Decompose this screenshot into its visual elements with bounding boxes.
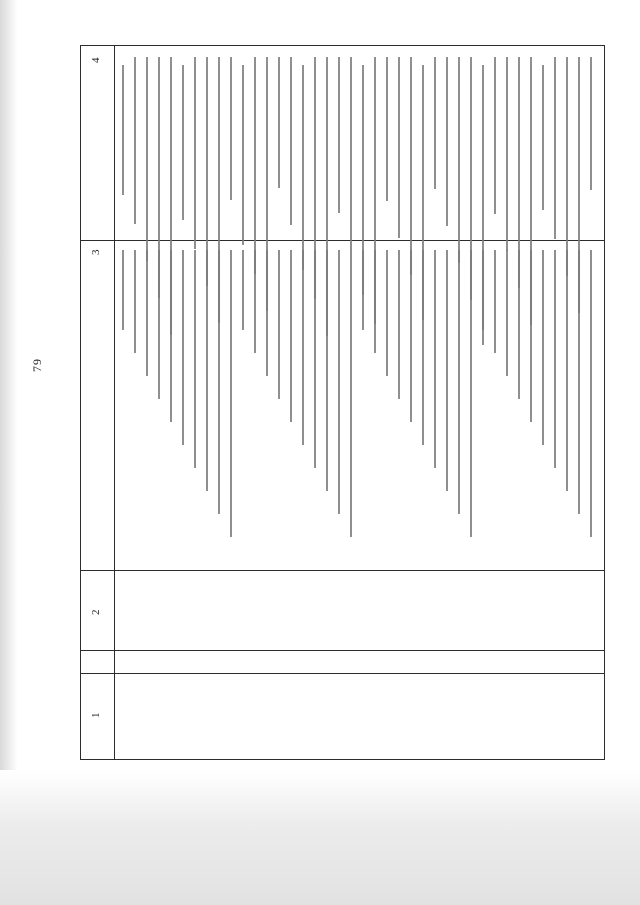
text-line	[422, 250, 424, 445]
text-line	[554, 57, 556, 239]
text-line	[374, 250, 376, 353]
text-line	[182, 65, 184, 220]
text-line	[470, 250, 472, 537]
text-line	[446, 57, 448, 226]
text-line	[386, 250, 388, 376]
text-line	[530, 250, 532, 422]
text-line	[590, 57, 592, 190]
text-line	[242, 65, 244, 245]
text-line	[590, 250, 592, 537]
row-rule	[80, 673, 605, 674]
column-rule	[114, 45, 115, 760]
text-line	[434, 250, 436, 468]
text-line	[506, 57, 508, 251]
text-line	[350, 57, 352, 250]
text-line	[410, 57, 412, 275]
text-line	[314, 250, 316, 468]
text-line	[398, 57, 400, 238]
text-line	[134, 250, 136, 353]
text-line	[302, 250, 304, 445]
text-line	[410, 250, 412, 422]
text-line	[494, 57, 496, 214]
text-line	[398, 250, 400, 399]
text-line	[170, 250, 172, 422]
text-line	[458, 250, 460, 514]
text-line	[290, 57, 292, 225]
text-line	[134, 57, 136, 224]
data-table	[80, 45, 605, 760]
text-line	[146, 57, 148, 261]
scan-bottom-shadow	[0, 770, 640, 905]
text-line	[338, 250, 340, 514]
text-line	[278, 57, 280, 188]
column-number: 1	[90, 712, 102, 718]
column-number: 2	[90, 609, 102, 615]
column-number: 3	[90, 249, 102, 255]
text-line	[326, 250, 328, 491]
row-rule	[80, 650, 605, 651]
text-line	[122, 65, 124, 195]
text-line	[158, 250, 160, 399]
text-line	[242, 250, 244, 330]
text-line	[446, 250, 448, 491]
text-line	[230, 250, 232, 537]
text-line	[218, 250, 220, 514]
text-line	[338, 57, 340, 213]
text-line	[278, 250, 280, 399]
text-line	[458, 57, 460, 263]
text-line	[290, 250, 292, 422]
row-rule	[80, 570, 605, 571]
text-line	[122, 250, 124, 330]
text-line	[506, 250, 508, 376]
text-line	[518, 250, 520, 399]
text-line	[302, 65, 304, 270]
text-line	[194, 250, 196, 468]
text-line	[146, 250, 148, 376]
text-line	[578, 250, 580, 514]
text-line	[254, 250, 256, 353]
text-line	[254, 57, 256, 274]
column-number: 4	[90, 57, 102, 63]
text-line	[194, 57, 196, 249]
text-line	[542, 250, 544, 445]
text-line	[494, 250, 496, 353]
text-line	[566, 250, 568, 491]
text-line	[230, 57, 232, 200]
text-line	[266, 250, 268, 376]
text-line	[542, 65, 544, 210]
text-line	[182, 250, 184, 445]
text-line	[566, 57, 568, 276]
text-line	[482, 250, 484, 330]
text-line	[554, 250, 556, 468]
text-line	[350, 250, 352, 537]
text-line	[206, 250, 208, 491]
text-line	[386, 57, 388, 201]
page-number: 79	[30, 358, 44, 372]
text-line	[434, 57, 436, 189]
text-line	[362, 250, 364, 330]
